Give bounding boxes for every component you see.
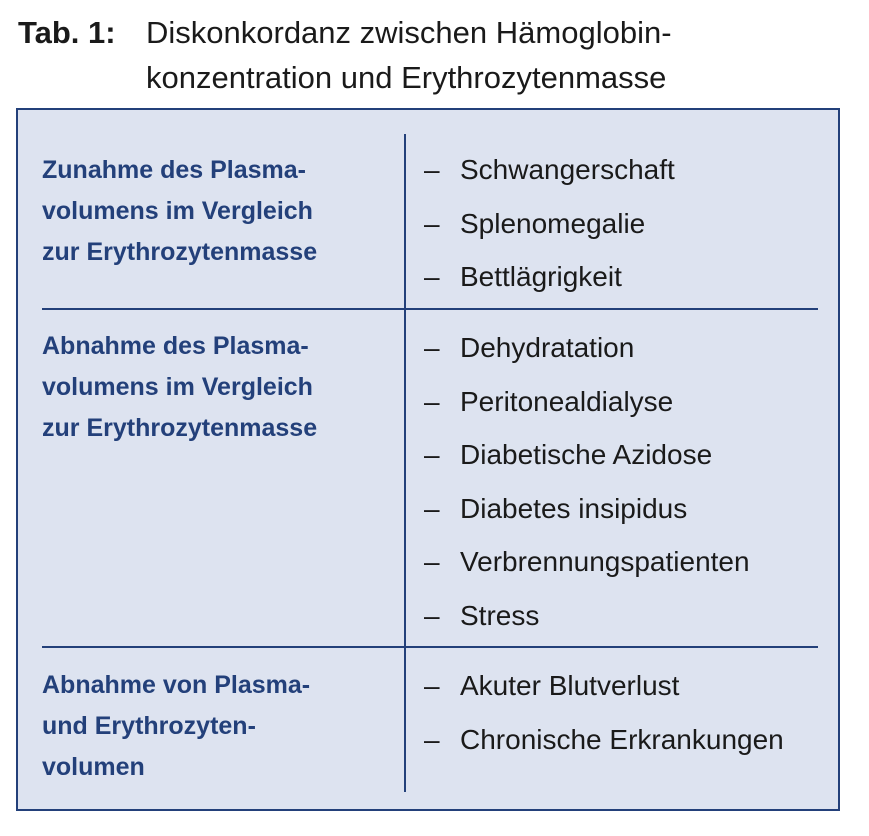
caption-line-2: konzentration und Erythrozytenmasse (146, 60, 667, 95)
dash-bullet: – (424, 599, 440, 631)
table (16, 108, 840, 811)
row-divider-2 (42, 646, 818, 648)
list-item-text: Diabetes insipidus (460, 492, 688, 524)
list-item (424, 535, 750, 589)
list-item-text: Peritonealdialyse (460, 385, 674, 417)
dash-bullet: – (424, 492, 440, 524)
row-3-label-line: und Erythrozyten- (42, 712, 256, 740)
row-1-label-line: volumens im Vergleich (42, 197, 313, 225)
list-item-text: Splenomegalie (460, 207, 646, 239)
dash-bullet: – (424, 439, 440, 470)
table-number: Tab. 1: (18, 15, 116, 50)
row-3-items (424, 659, 784, 766)
caption-line-1: Diskonkordanz zwischen Hämoglobin- (146, 15, 672, 50)
row-2-items (424, 321, 750, 642)
list-item-text: Bettlägrigkeit (460, 261, 622, 292)
table-caption (18, 10, 858, 100)
list-item (424, 428, 750, 482)
list-item (424, 197, 675, 251)
dash-bullet: – (424, 261, 440, 292)
dash-bullet: – (424, 207, 440, 239)
row-1-label-line: Zunahme des Plasma- (42, 156, 306, 184)
row-1-label (42, 150, 392, 273)
list-item-text: Chronische Erkrankungen (460, 723, 784, 755)
row-divider-1 (42, 308, 818, 310)
list-item (424, 482, 750, 536)
list-item-text: Schwangerschaft (460, 154, 675, 185)
row-2-label-line: zur Erythrozytenmasse (42, 414, 318, 442)
dash-bullet: – (424, 332, 440, 363)
list-item (424, 250, 675, 304)
list-item (424, 589, 750, 643)
row-3-label-line: volumen (42, 753, 145, 781)
row-2-label-line: Abnahme des Plasma- (42, 332, 309, 360)
row-3-label-line: Abnahme von Plasma- (42, 671, 311, 699)
dash-bullet: – (424, 546, 440, 577)
dash-bullet: – (424, 385, 440, 417)
row-2-label (42, 326, 392, 449)
dash-bullet: – (424, 670, 440, 701)
list-item-text: Diabetische Azidose (460, 439, 713, 470)
row-1-label-line: zur Erythrozytenmasse (42, 238, 318, 266)
dash-bullet: – (424, 154, 440, 185)
list-item-text: Verbrennungspatienten (460, 546, 750, 577)
list-item-text: Akuter Blutverlust (460, 670, 680, 701)
list-item (424, 375, 750, 429)
list-item (424, 143, 675, 197)
list-item (424, 321, 750, 375)
row-2-label-line: volumens im Vergleich (42, 373, 313, 401)
list-item (424, 713, 784, 767)
list-item-text: Dehydratation (460, 332, 635, 363)
dash-bullet: – (424, 723, 440, 755)
list-item (424, 659, 784, 713)
column-divider (404, 134, 406, 792)
row-3-label (42, 665, 392, 788)
row-1-items (424, 143, 675, 304)
list-item-text: Stress (460, 599, 540, 631)
